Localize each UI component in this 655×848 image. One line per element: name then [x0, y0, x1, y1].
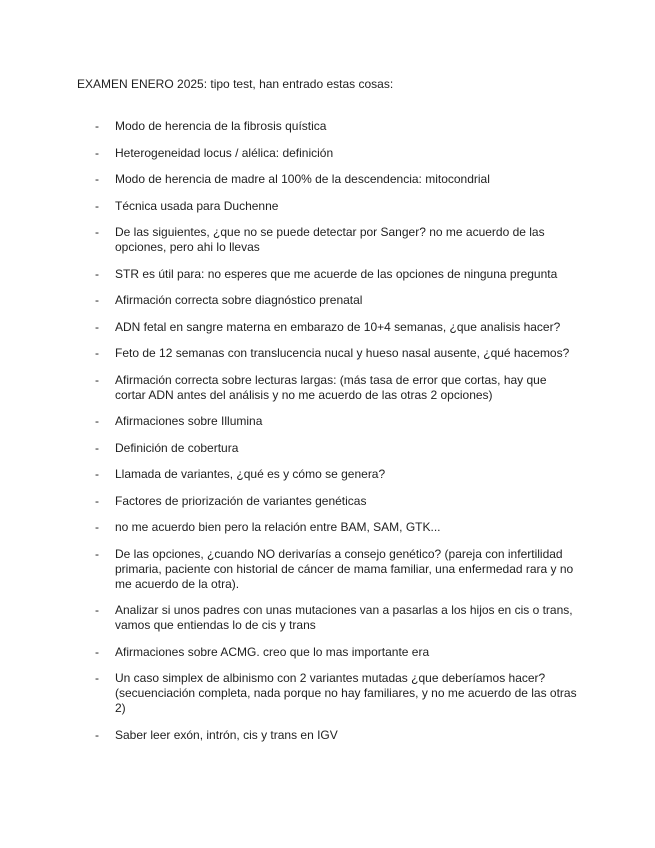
list-item	[0, 293, 655, 308]
list-item	[0, 671, 655, 716]
list-item	[0, 467, 655, 482]
list-item	[0, 146, 655, 161]
list-item-text: Feto de 12 semanas con translucencia nucal y hueso nasal ausente, ¿qué hacemos?	[115, 346, 570, 360]
bullet-dash: -	[95, 266, 99, 281]
document-title: EXAMEN ENERO 2025: tipo test, han entrado estas cosas:	[77, 77, 394, 91]
bullet-dash: -	[95, 546, 99, 561]
bullet-dash: -	[95, 198, 99, 213]
list-item-text: Factores de priorización de variantes genéticas	[115, 493, 367, 508]
bullet-dash: -	[95, 644, 99, 659]
list-item	[0, 320, 655, 335]
list-item-text: Modo de herencia de madre al 100% de la descendencia: mitocondrial	[115, 172, 490, 186]
bullet-dash: -	[95, 319, 99, 334]
bullet-dash: -	[95, 172, 99, 186]
list-item-text: Definición de cobertura	[115, 440, 239, 455]
list-item	[0, 520, 655, 535]
exam-topics-list	[0, 119, 655, 754]
bullet-dash: -	[95, 603, 99, 617]
list-item-text: Modo de herencia de la fibrosis quística	[115, 119, 327, 133]
bullet-dash: -	[95, 727, 99, 742]
list-item	[0, 267, 655, 282]
bullet-dash: -	[95, 520, 99, 534]
list-item	[0, 225, 655, 255]
list-item-text: Heterogeneidad locus / alélica: definición	[115, 145, 334, 160]
list-item-text: Técnica usada para Duchenne	[115, 198, 279, 213]
bullet-dash: -	[95, 145, 99, 160]
list-item	[0, 119, 655, 134]
bullet-dash: -	[95, 467, 99, 481]
list-item-text: Afirmaciones sobre Illumina	[115, 414, 263, 428]
list-item	[0, 414, 655, 429]
list-item-text: Afirmación correcta sobre diagnóstico prenatal	[115, 293, 363, 307]
bullet-dash: -	[95, 293, 99, 307]
list-item	[0, 494, 655, 509]
list-item-text: ADN fetal en sangre materna en embarazo de 10+4 semanas, ¿que analisis hacer?	[115, 319, 561, 334]
list-item	[0, 346, 655, 361]
bullet-dash: -	[95, 225, 99, 239]
bullet-dash: -	[95, 414, 99, 428]
list-item-text: Un caso simplex de albinismo con 2 variantes mutadas ¿que deberíamos hacer? (secuenciación completa, nada porque no hay familiares, y no me acuerdo de las otras 2)	[115, 671, 577, 715]
list-item	[0, 172, 655, 187]
bullet-dash: -	[95, 493, 99, 508]
bullet-dash: -	[95, 671, 99, 685]
list-item-text: Afirmación correcta sobre lecturas largas: (más tasa de error que cortas, hay que cortar ADN antes del análisis y no me acuerdo de las otras 2 opciones)	[115, 372, 547, 402]
list-item-text: Analizar si unos padres con unas mutaciones van a pasarlas a los hijos en cis o trans, vamos que entiendas lo de cis y trans	[115, 603, 573, 632]
list-item	[0, 441, 655, 456]
list-item-text: STR es útil para: no esperes que me acuerde de las opciones de ninguna pregunta	[115, 266, 558, 281]
bullet-dash: -	[95, 372, 99, 387]
list-item	[0, 547, 655, 592]
bullet-dash: -	[95, 119, 99, 133]
list-item-text: no me acuerdo bien pero la relación entre BAM, SAM, GTK...	[115, 520, 441, 534]
bullet-dash: -	[95, 346, 99, 360]
list-item	[0, 199, 655, 214]
list-item	[0, 728, 655, 743]
list-item	[0, 373, 655, 403]
bullet-dash: -	[95, 440, 99, 455]
list-item-text: Saber leer exón, intrón, cis y trans en IGV	[115, 727, 338, 742]
list-item	[0, 603, 655, 633]
list-item-text: De las siguientes, ¿que no se puede detectar por Sanger? no me acuerdo de las opciones, pero ahi lo llevas	[115, 225, 545, 254]
list-item-text: Afirmaciones sobre ACMG. creo que lo mas importante era	[115, 644, 430, 659]
list-item-text: De las opciones, ¿cuando NO derivarías a consejo genético? (pareja con infertilidad primaria, paciente con historial de cáncer de mama familiar, una enfermedad rara y no me acuerdo de la otra).	[115, 546, 574, 591]
list-item-text: Llamada de variantes, ¿qué es y cómo se genera?	[115, 467, 386, 481]
list-item	[0, 645, 655, 660]
